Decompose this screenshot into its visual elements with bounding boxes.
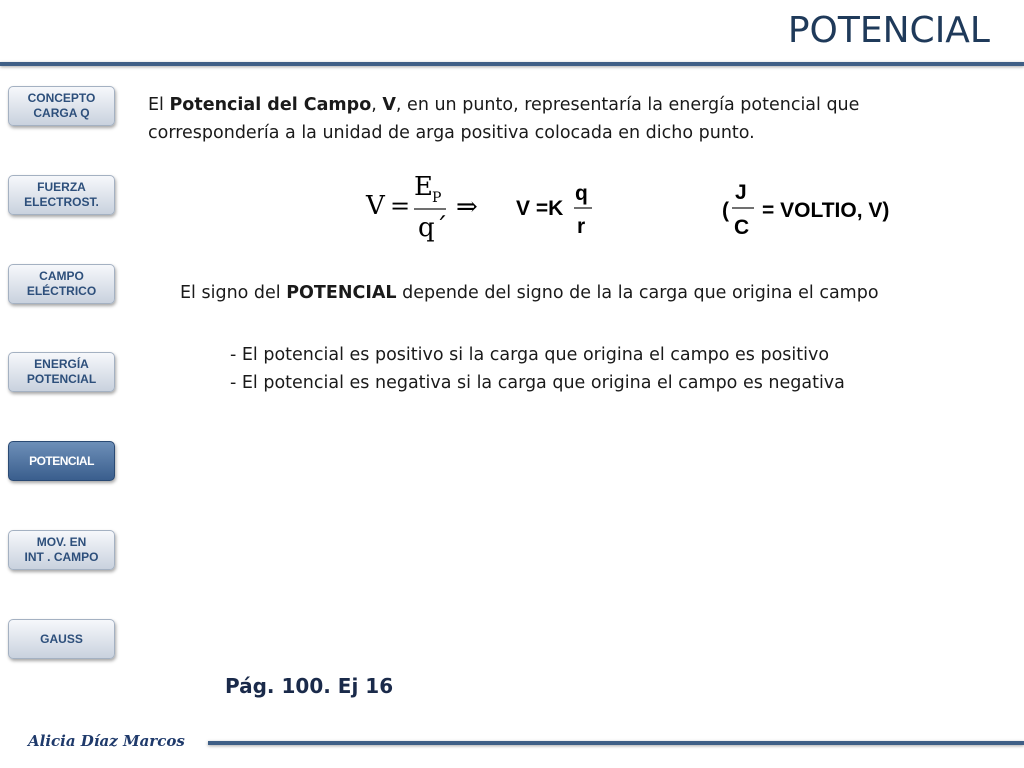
formula-coulomb: C: [734, 216, 750, 239]
page-reference: Pág. 100. Ej 16: [225, 674, 394, 698]
rule-negative: - El potencial es negativa si la carga que origina el campo es negativa: [230, 373, 845, 393]
sign-text: depende del signo de la la carga que origina el campo: [396, 283, 879, 303]
sign-statement: [180, 279, 879, 307]
formula-volt-label: = VOLTIO, V): [762, 199, 890, 222]
nav-label: CONCEPTO CARGA Q: [27, 91, 96, 120]
nav-label: ENERGÍA POTENCIAL: [26, 357, 97, 386]
implies-icon: ⇒: [456, 192, 478, 222]
intro-bold-term: Potencial del Campo: [169, 95, 372, 115]
formula-q-prime: q´: [418, 213, 448, 243]
nav-label: GAUSS: [40, 631, 83, 646]
nav-label: MOV. EN INT . CAMPO: [24, 535, 99, 564]
nav-label: CAMPO ELÉCTRICO: [26, 269, 97, 298]
intro-text: ,: [371, 95, 383, 115]
rule-positive: - El potencial es positivo si la carga que origina el campo es positivo: [230, 345, 830, 365]
formula-r-denominator: r: [577, 215, 586, 238]
footer-divider: [208, 741, 1024, 745]
formula-equals: =: [390, 192, 411, 220]
nav-button-campo-electrico[interactable]: [8, 264, 115, 304]
intro-paragraph: [148, 91, 994, 147]
formula-q-numerator: q: [575, 182, 588, 205]
formula-vk-lhs: V =K: [516, 197, 564, 220]
coulomb-potential-formula: [512, 178, 612, 238]
sign-rules-list: [230, 341, 845, 397]
author-name: Alicia Díaz Marcos: [28, 732, 185, 750]
formula-ep-base: E: [414, 172, 433, 202]
page-title: POTENCIAL: [787, 10, 990, 51]
intro-bold-symbol: V: [382, 95, 396, 115]
sign-bold-term: POTENCIAL: [286, 283, 397, 303]
nav-label: FUERZA ELECTROST.: [24, 180, 99, 209]
nav-button-concepto-carga[interactable]: [8, 86, 115, 126]
formula-v-symbol: V: [366, 191, 385, 221]
nav-button-fuerza-electrostatica[interactable]: [8, 175, 115, 215]
nav-button-energia-potencial[interactable]: [8, 352, 115, 392]
title-divider: [0, 62, 1024, 66]
sign-text: El signo del: [180, 283, 287, 303]
nav-label: POTENCIAL: [29, 453, 94, 468]
unit-formula: [716, 176, 916, 240]
nav-button-movimiento-campo[interactable]: [8, 530, 115, 570]
intro-text: El: [148, 95, 170, 115]
formula-joule: J: [735, 181, 747, 204]
formula-ep-subscript: P: [432, 190, 442, 206]
intro-text: correspondería a la unidad de arga positiva colocada en dicho punto.: [148, 123, 755, 143]
intro-text: , en un punto, representaría la energía potencial que: [395, 95, 860, 115]
nav-button-gauss[interactable]: [8, 619, 115, 659]
nav-button-potencial[interactable]: [8, 441, 115, 481]
formula-open-paren: (: [722, 199, 729, 222]
potential-formula: [360, 165, 500, 245]
